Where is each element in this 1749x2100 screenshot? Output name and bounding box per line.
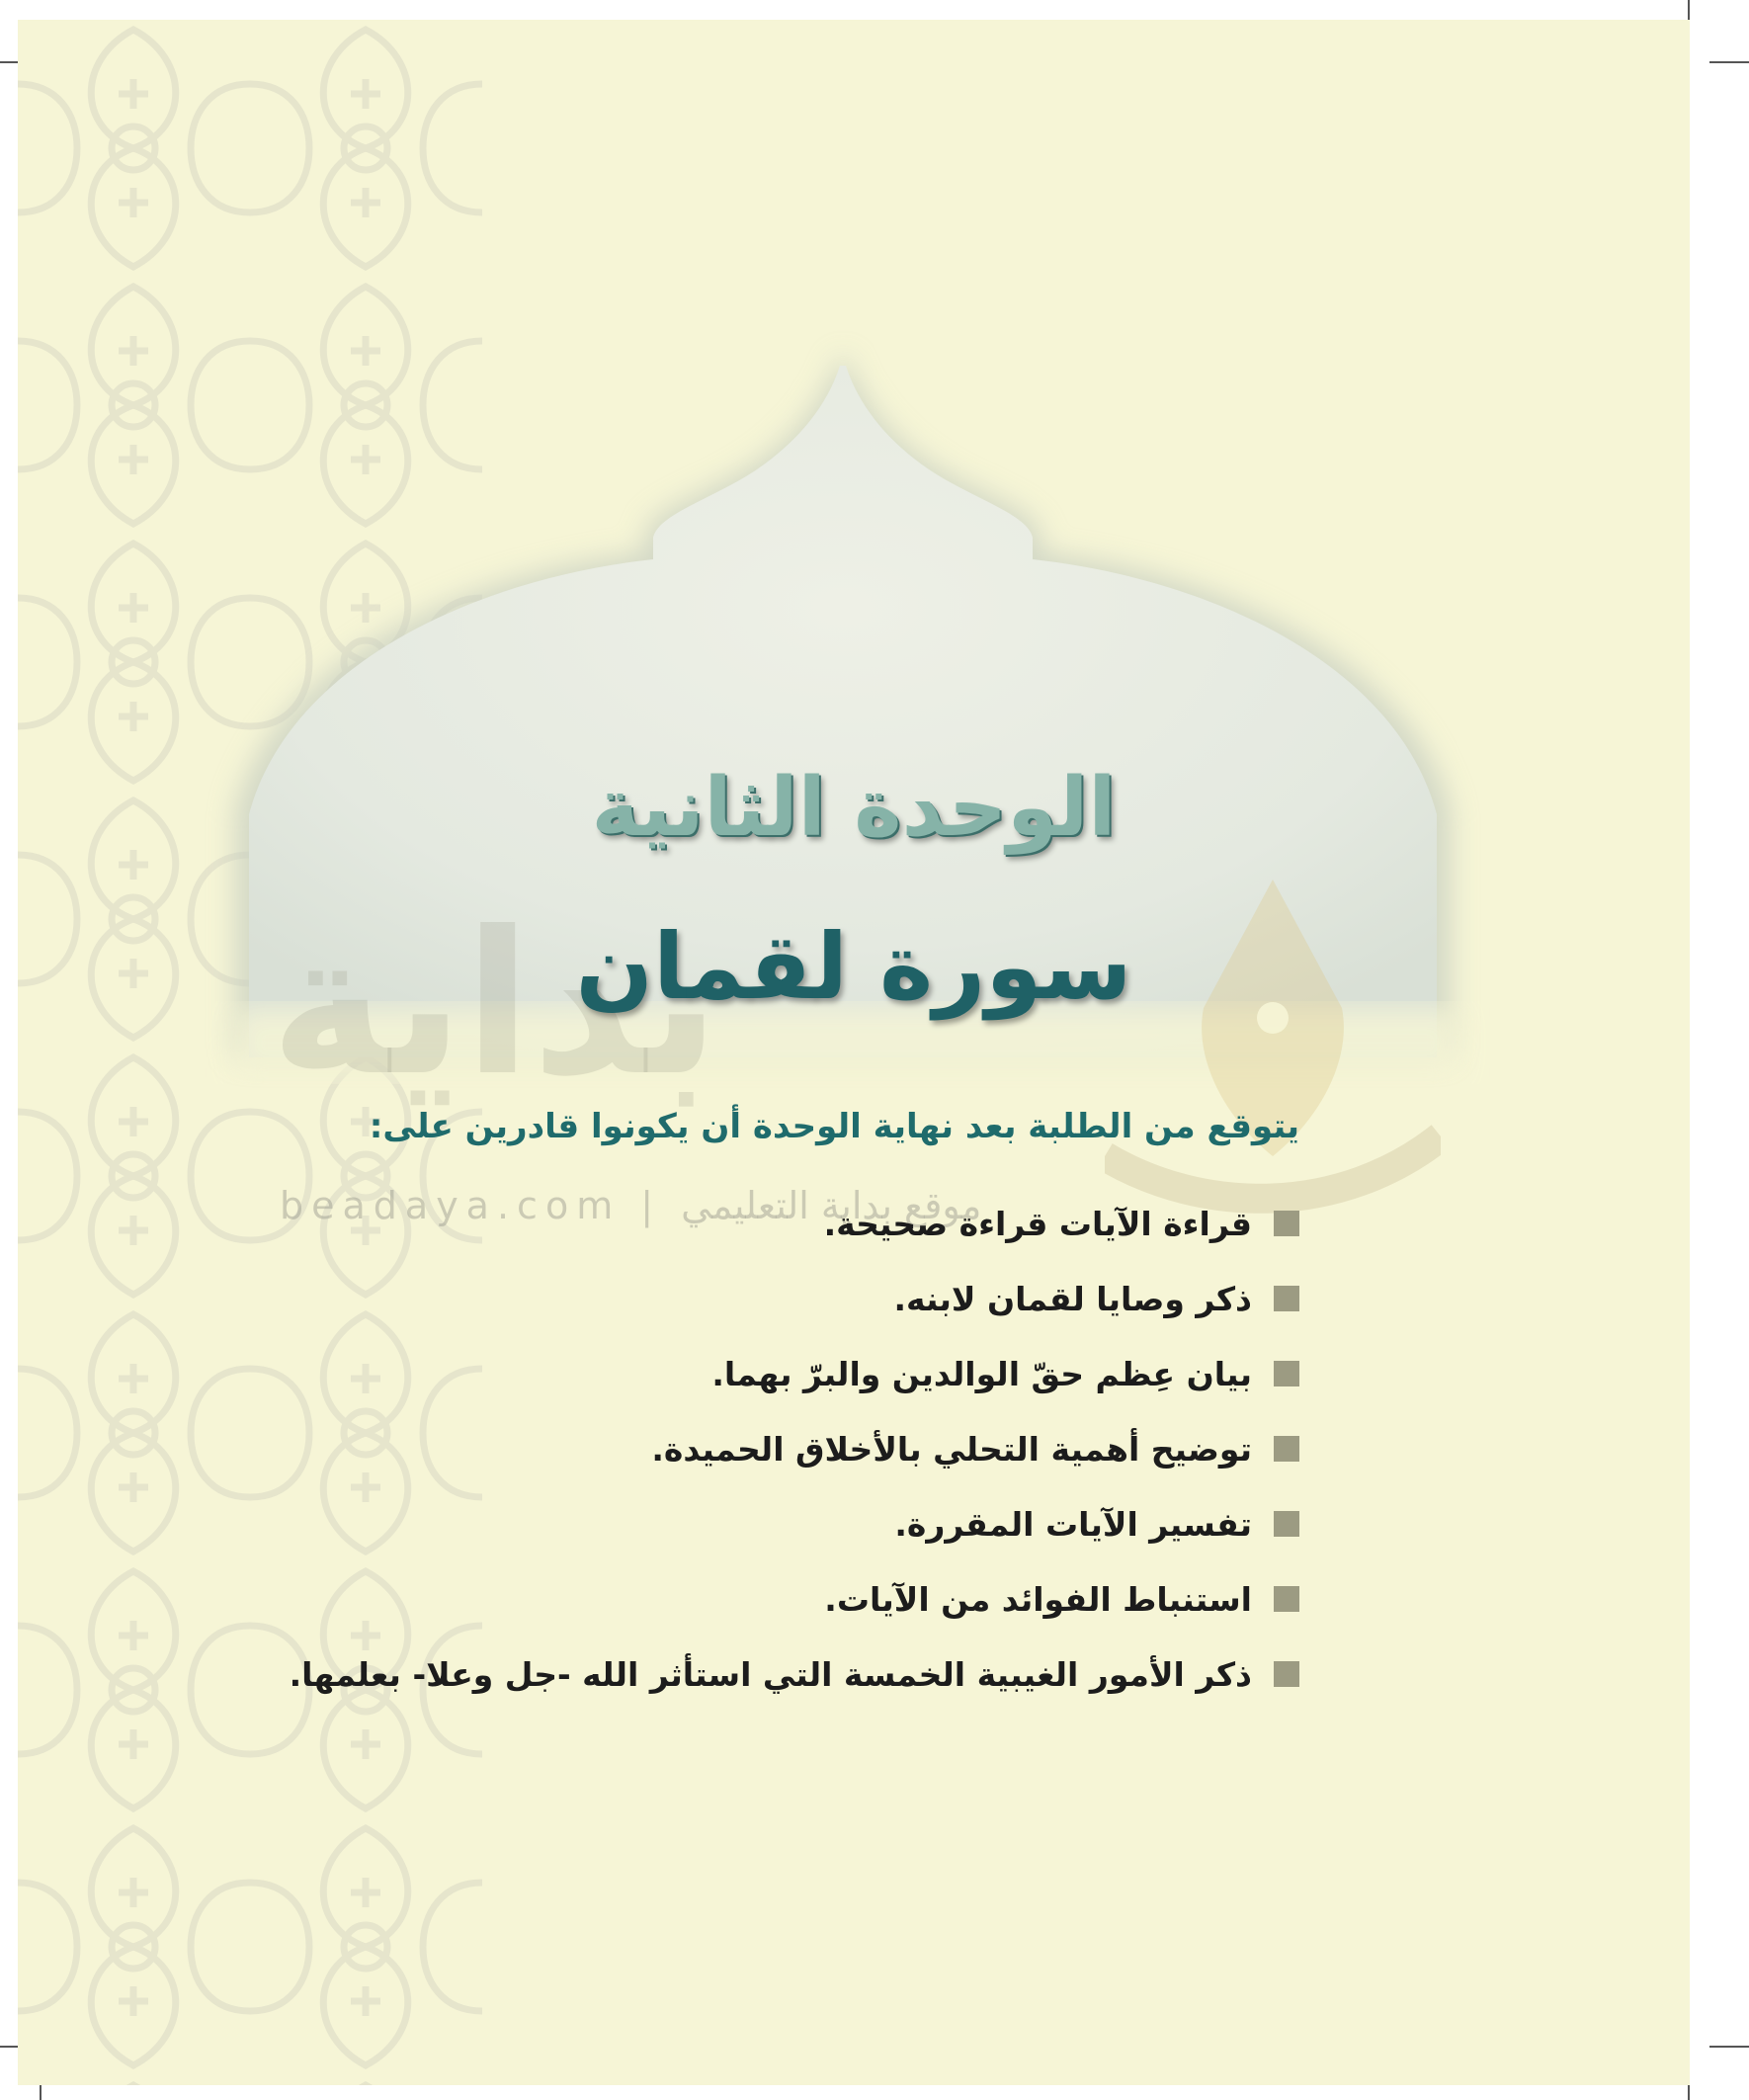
square-bullet-icon [1274, 1661, 1299, 1687]
objectives-intro: يتوقع من الطلبة بعد نهاية الوحدة أن يكونوا قادرين على: [369, 1107, 1299, 1146]
square-bullet-icon [1274, 1586, 1299, 1612]
square-bullet-icon [1274, 1436, 1299, 1462]
unit-title: الوحدة الثانية [591, 761, 1117, 855]
square-bullet-icon [1274, 1511, 1299, 1537]
watermark-site-text: beadaya.com | موقع بداية التعليمي [280, 1184, 982, 1227]
objective-text: تفسير الآيات المقررة. [894, 1504, 1252, 1544]
square-bullet-icon [1274, 1286, 1299, 1311]
list-item [290, 1411, 1299, 1486]
objective-text: ذكر الأمور الغيبية الخمسة التي استأثر الله -جل وعلا- بعلمها. [289, 1654, 1252, 1694]
list-item [290, 1486, 1299, 1561]
crop-mark [1709, 2046, 1749, 2048]
objective-text: قراءة الآيات قراءة صحيحة. [823, 1204, 1252, 1243]
square-bullet-icon [1274, 1211, 1299, 1236]
square-bullet-icon [1274, 1361, 1299, 1386]
page [18, 20, 1690, 2085]
list-item [290, 1336, 1299, 1411]
pen-nib-icon [1105, 860, 1441, 1216]
list-item [290, 1561, 1299, 1637]
objective-text: بيان عِظم حقّ الوالدين والبرّ بهما. [711, 1354, 1252, 1393]
objectives-list [290, 1186, 1299, 1712]
objective-text: ذكر وصايا لقمان لابنه. [893, 1279, 1252, 1318]
list-item [290, 1637, 1299, 1712]
crop-mark [1709, 61, 1749, 63]
list-item [290, 1186, 1299, 1261]
list-item [290, 1261, 1299, 1336]
watermark-logo-text: بداية [270, 889, 720, 1120]
surah-title: سورة لقمان [575, 914, 1132, 1020]
objective-text: توضيح أهمية التحلي بالأخلاق الحميدة. [651, 1429, 1252, 1469]
objective-text: استنباط الفوائد من الآيات. [824, 1579, 1252, 1619]
